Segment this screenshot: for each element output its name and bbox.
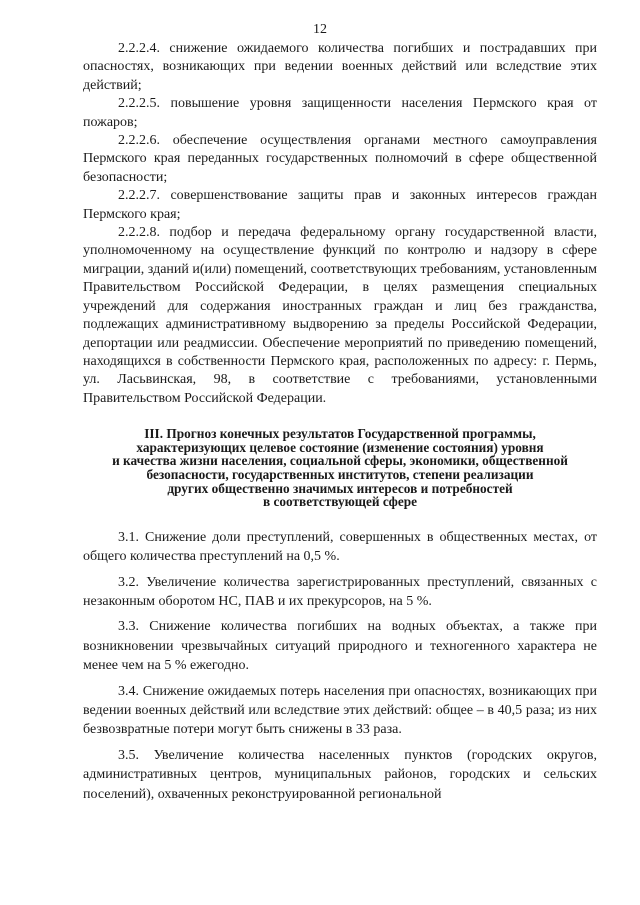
- list-item: 2.2.2.4. снижение ожидаемого количества погибших и пострадавших при опасностях, возникающих при ведении военных действий или вследствие этих действий;: [83, 41, 597, 93]
- section-heading-line: III. Прогноз конечных результатов Государственной программы,: [144, 426, 536, 442]
- document-body: [83, 40, 597, 810]
- section-heading-line: и качества жизни населения, социальной сферы, экономики, общественной: [112, 453, 568, 469]
- list-item: 3.5. Увеличение количества населенных пунктов (городских округов, административных центров, муниципальных районов, городских и сельских поселений), охваченных реконструированной региональной: [83, 747, 597, 802]
- page-number: 12: [313, 22, 327, 37]
- list-item: 2.2.2.7. совершенствование защиты прав и законных интересов граждан Пермского края;: [83, 188, 597, 222]
- list-item: 2.2.2.8. подбор и передача федеральному органу государственной власти, уполномоченному на осуществление функций по контролю и надзору в сфере миграции, зданий и(или) помещений, соответствующих требованиям, установленным Правительством Российской Федерации, в целях размещения специальных учреждений для содержания иностранных граждан и лиц без гражданства, подлежащих административному выдворению за пределы Российской Федерации, депортации или реадмиссии. Обеспечение мероприятий по приведению помещений, находящихся в собственности Пермского края, расположенных по адресу: г. Пермь, ул. Ласьвинская, 98, в соответствие с требованиями, установленными Правительством Российской Федерации.: [83, 225, 597, 406]
- list-item: 2.2.2.6. обеспечение осуществления органами местного самоуправления Пермского края переданных государственных полномочий в сфере общественной безопасности;: [83, 133, 597, 185]
- section-heading-line: в соответствующей сфере: [262, 494, 418, 510]
- section-heading: [83, 427, 597, 509]
- section-heading-line: других общественно значимых интересов и потребностей: [167, 480, 513, 496]
- list-item: 3.1. Снижение доли преступлений, совершенных в общественных местах, от общего количества преступлений на 0,5 %.: [83, 529, 597, 565]
- list-item: 3.2. Увеличение количества зарегистрированных преступлений, связанных с незаконным оборотом НС, ПАВ и их прекурсоров, на 5 %.: [83, 574, 597, 609]
- section-items: [83, 528, 597, 804]
- list-item: 2.2.2.5. повышение уровня защищенности населения Пермского края от пожаров;: [83, 96, 597, 130]
- section-heading-line: характеризующих целевое состояние (изменение состояния) уровня: [136, 439, 544, 455]
- list-item: 3.3. Снижение количества погибших на водных объектах, а также при возникновении чрезвычайных ситуаций природного и техногенного характера не менее чем на 5 % ежегодно.: [83, 619, 597, 674]
- section-heading-line: безопасности, государственных институтов, степени реализации: [146, 466, 534, 482]
- list-item: 3.4. Снижение ожидаемых потерь населения при опасностях, возникающих при ведении военных действий или вследствие этих действий: общее – в 40,5 раза; из них безвозвратные потери могут быть снижены в 33 раза.: [83, 683, 597, 738]
